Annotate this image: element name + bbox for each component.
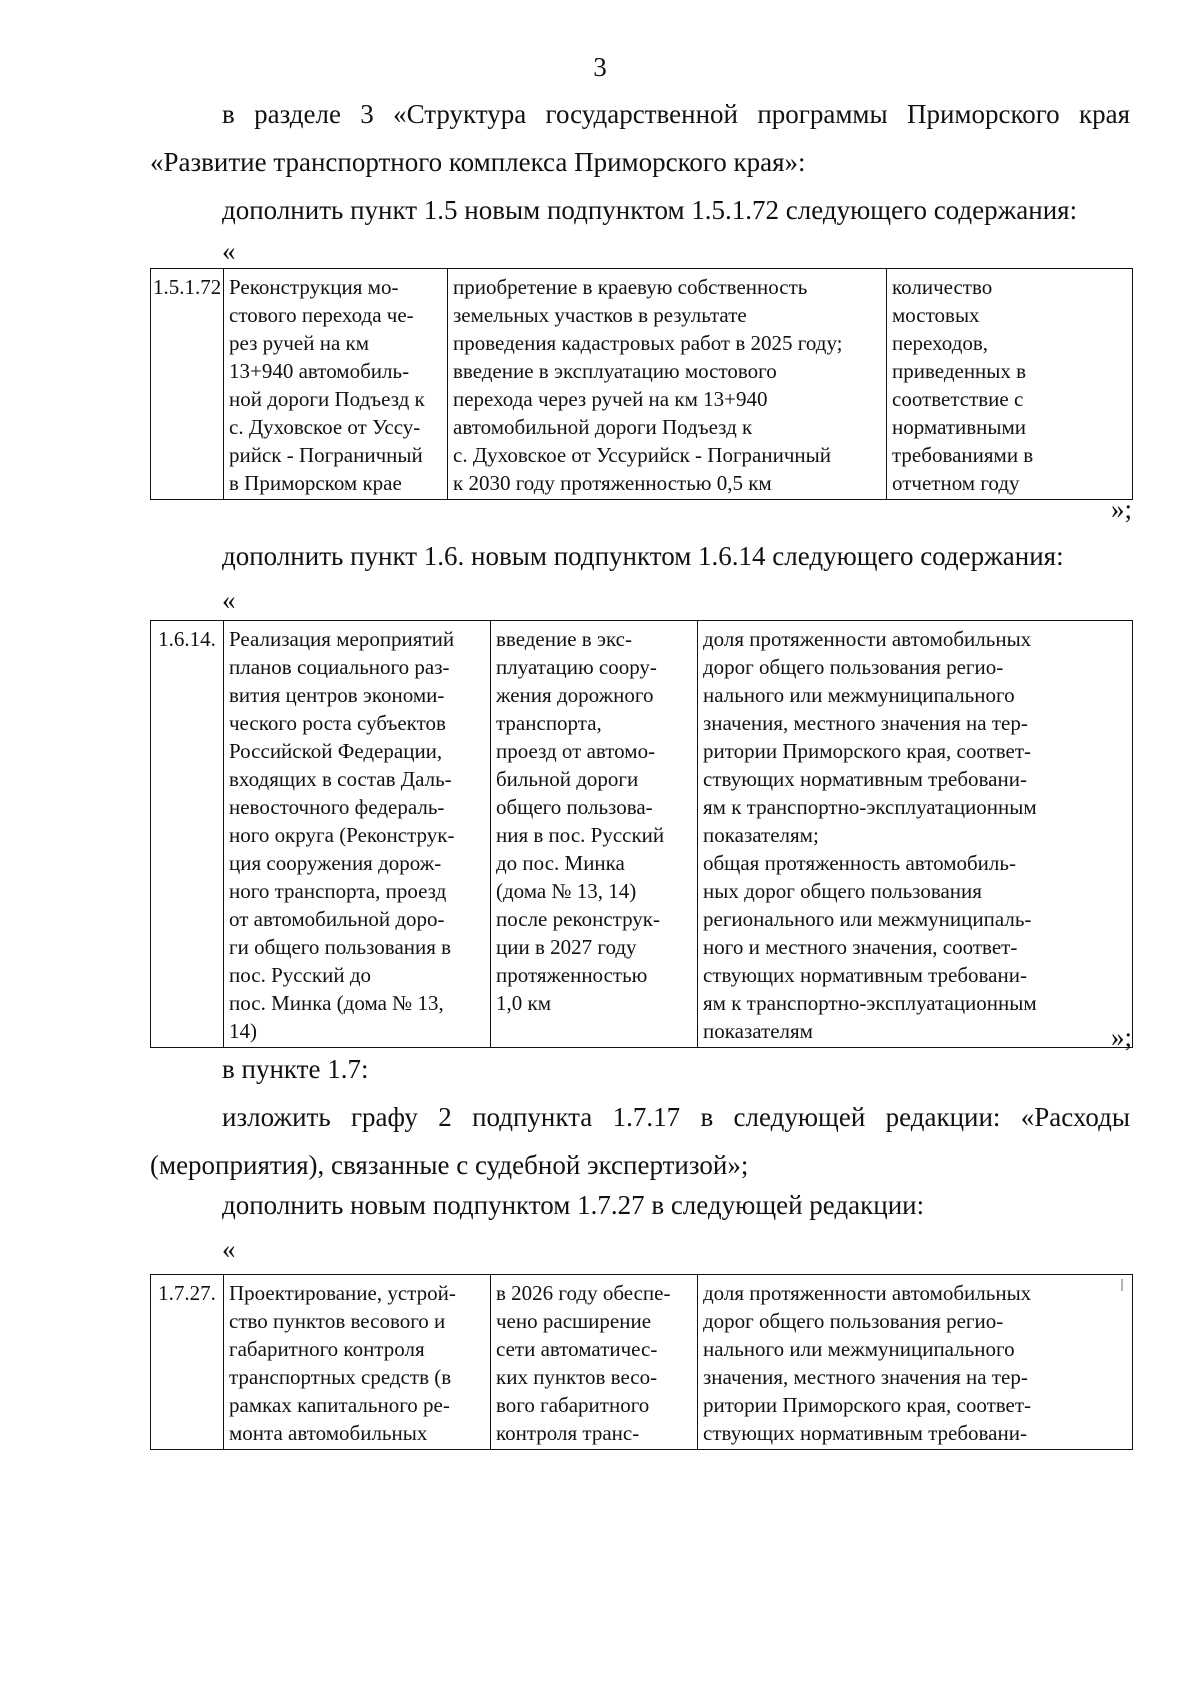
intro-section-paragraph: в разделе 3 «Структура государственной программы Приморского края «Развитие транспортного комплекса Приморского края»:	[150, 99, 1130, 177]
cell-activity-name: Проектирование, устрой- ство пунктов весового и габаритного контроля транспортных средств (в рамках капитального ре- монта автомобильных	[224, 1275, 491, 1450]
cell-expected-result: приобретение в краевую собственность земельных участков в результате проведения кадастровых работ в 2025 году; введение в эксплуатацию мостового перехода через ручей на км 13+940 автомобильной дороги Подъезд к с. Духовское от Уссурийск - Пограничный к 2030 году протяженностью 0,5 км	[448, 269, 887, 500]
item-1-7-heading: в пункте 1.7:	[222, 1054, 369, 1084]
scan-artifact	[1121, 1279, 1123, 1291]
opening-quote-3: «	[222, 1234, 236, 1264]
opening-quote-2: «	[222, 585, 236, 615]
table-subitem-1-7-27	[150, 1274, 1133, 1450]
cell-activity-name: Реконструкция мо- стового перехода че- рез ручей на км 13+940 автомобиль- ной дороги Подъезд к с. Духовское от Уссу- рийск - Пограничный в Приморском крае	[224, 269, 448, 500]
cell-number: 1.6.14.	[151, 621, 224, 1048]
table-row	[151, 621, 1133, 1048]
cell-number: 1.5.1.72	[151, 269, 224, 500]
item-1-7-17-instruction: изложить графу 2 подпункта 1.7.17 в следующей редакции: «Расходы (мероприятия), связанные с судебной экспертизой»;	[150, 1102, 1130, 1180]
cell-number: 1.7.27.	[151, 1275, 224, 1450]
item-1-5-instruction: дополнить пункт 1.5 новым подпунктом 1.5.1.72 следующего содержания:	[222, 195, 1078, 225]
cell-indicator: доля протяженности автомобильных дорог общего пользования регио- нального или межмуниципального значения, местного значения на тер- ритории Приморского края, соответ- ствующих нормативным требовани- ям к транспортно-эксплуатационным показателям; общая протяженность автомобиль- ных дорог общего пользования регионального или межмуниципаль- ного и местного значения, соответ- ствующих нормативным требовани- ям к транспортно-эксплуатационным показателям	[698, 621, 1133, 1048]
cell-indicator: доля протяженности автомобильных дорог общего пользования регио- нального или межмуниципального значения, местного значения на тер- ритории Приморского края, соответ- ствующих нормативным требовани-	[698, 1275, 1133, 1450]
cell-expected-result: в 2026 году обеспе- чено расширение сети автоматичес- ких пунктов весо- вого габаритного контроля транс-	[491, 1275, 698, 1450]
item-1-6-instruction: дополнить пункт 1.6. новым подпунктом 1.6.14 следующего содержания:	[222, 541, 1064, 571]
page-number: 3	[593, 52, 607, 82]
closing-quote-1: »;	[1110, 494, 1132, 524]
table-subitem-1-5-1-72	[150, 268, 1133, 500]
item-1-7-27-instruction: дополнить новым подпунктом 1.7.27 в следующей редакции:	[222, 1190, 925, 1220]
table-row	[151, 269, 1133, 500]
cell-indicator: количество мостовых переходов, приведенных в соответствие с нормативными требованиями в отчетном году	[887, 269, 1133, 500]
cell-activity-name: Реализация мероприятий планов социального раз- вития центров экономи- ческого роста субъектов Российской Федерации, входящих в состав Даль- невосточного федераль- ного округа (Реконструк- ция сооружения дорож- ного транспорта, проезд от автомобильной доро- ги общего пользования в пос. Русский до пос. Минка (дома № 13, 14)	[224, 621, 491, 1048]
table-subitem-1-6-14	[150, 620, 1133, 1048]
closing-quote-2: »;	[1110, 1022, 1132, 1052]
table-row	[151, 1275, 1133, 1450]
cell-expected-result: введение в экс- плуатацию соору- жения дорожного транспорта, проезд от автомо- бильной дороги общего пользова- ния в пос. Русский до пос. Минка (дома № 13, 14) после реконструк- ции в 2027 году протяженностью 1,0 км	[491, 621, 698, 1048]
opening-quote-1: «	[222, 236, 236, 266]
